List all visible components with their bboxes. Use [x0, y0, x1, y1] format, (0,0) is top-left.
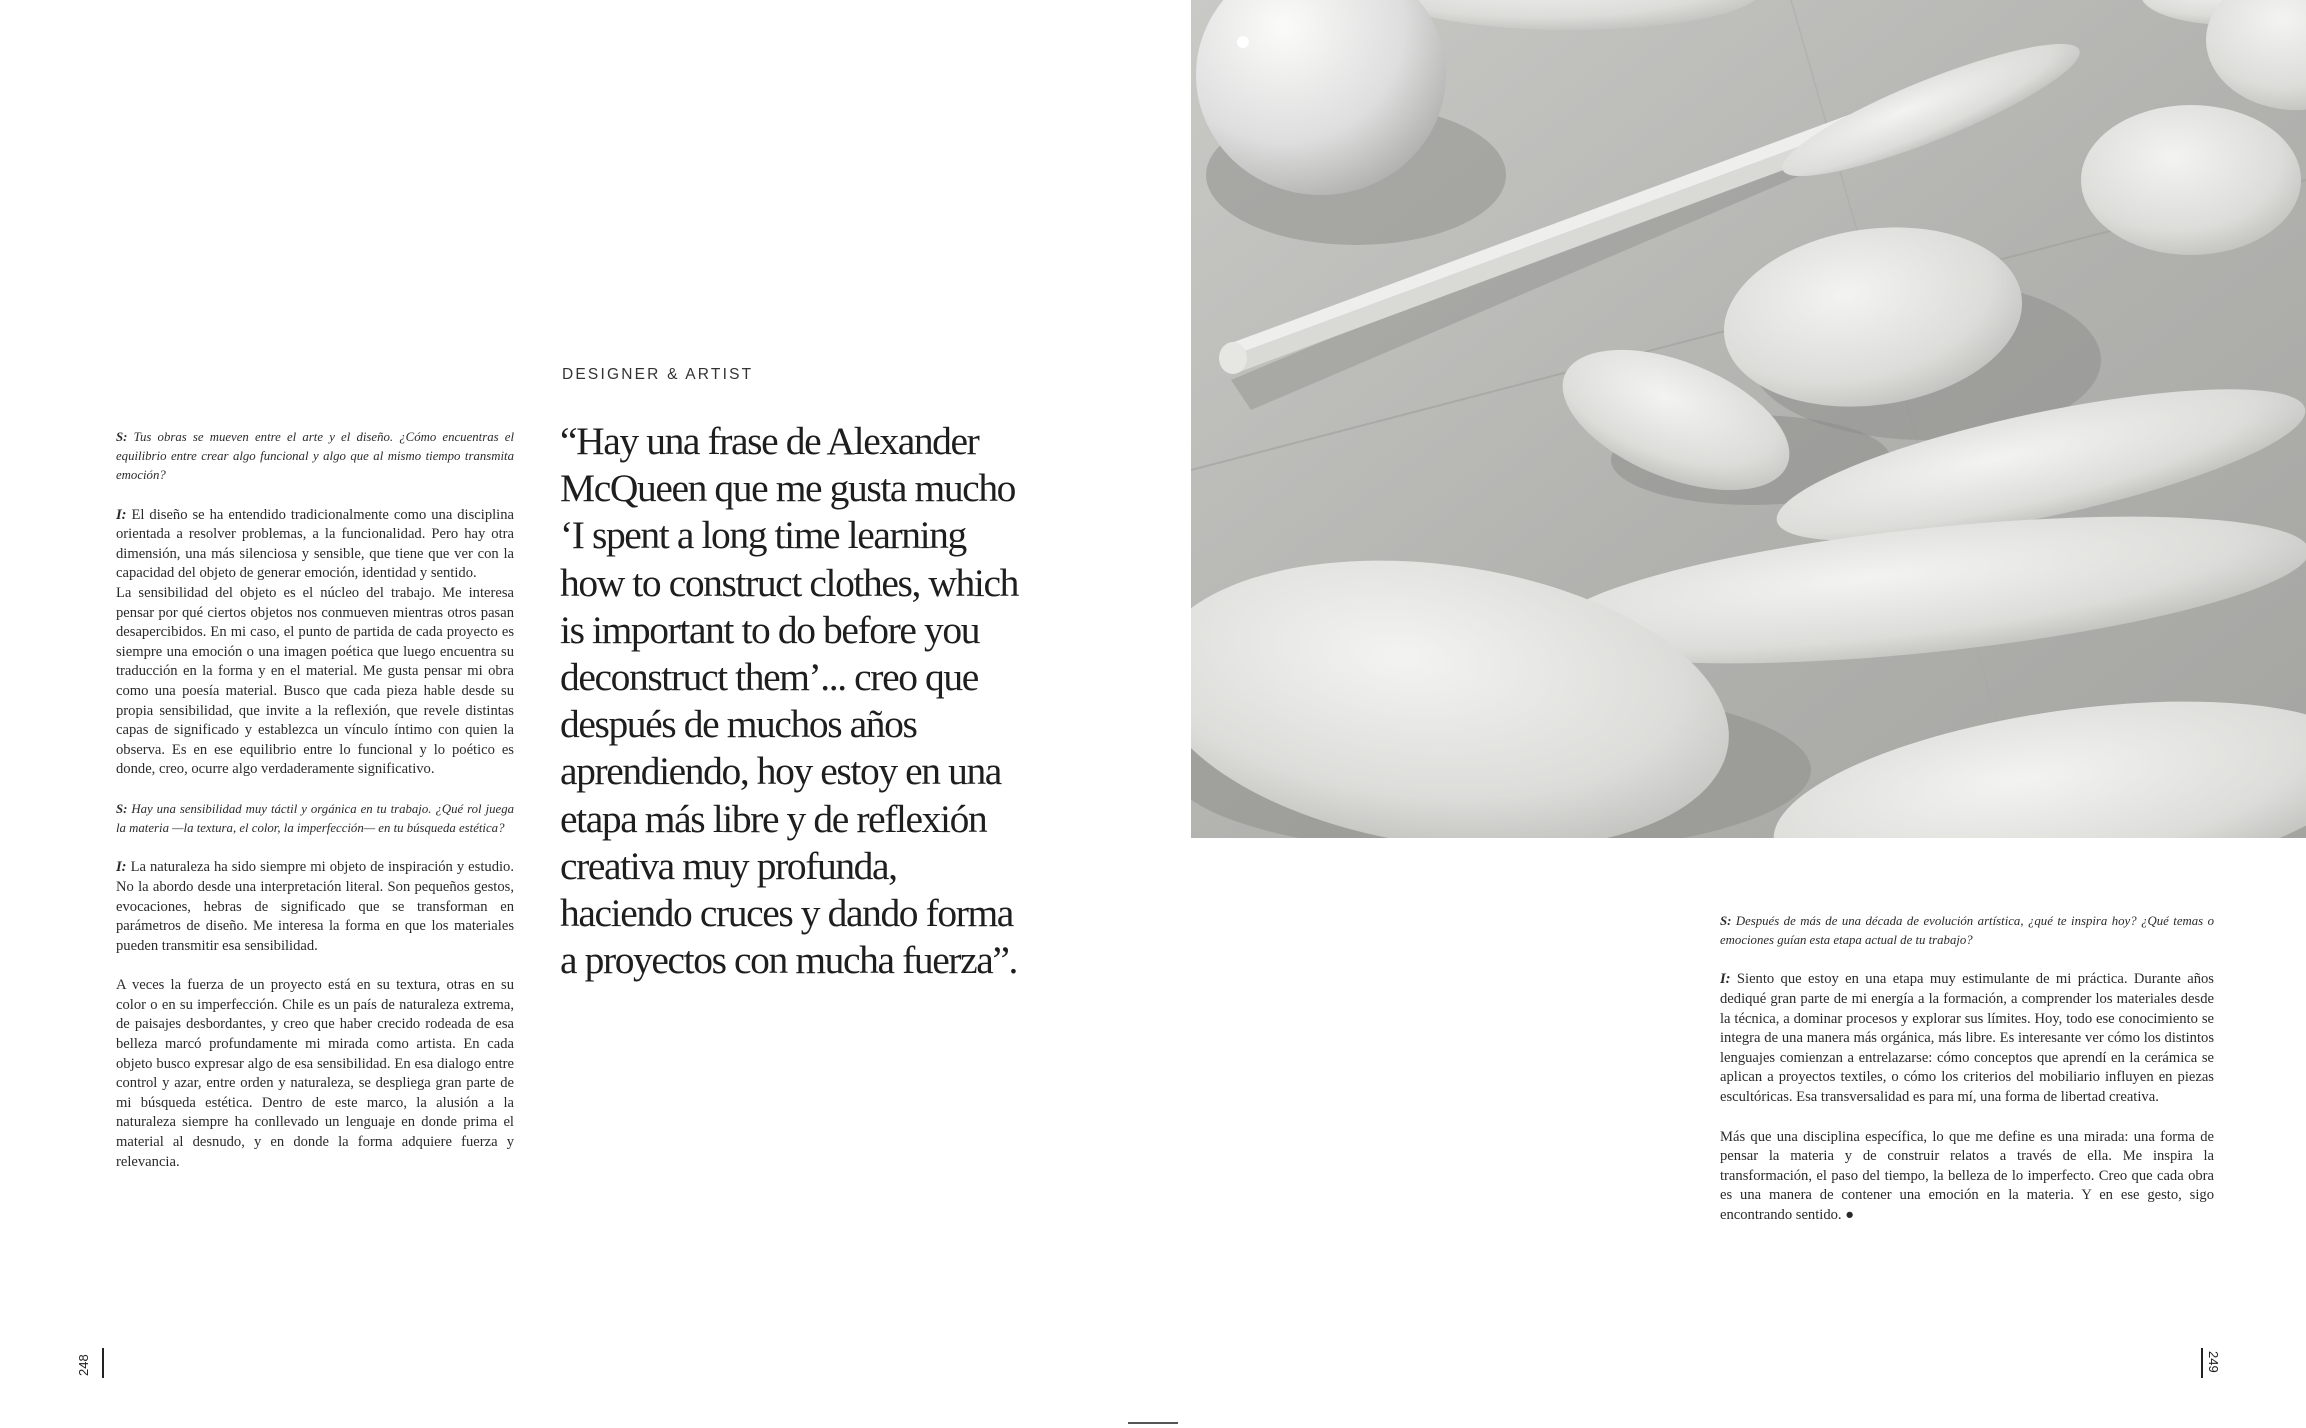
- speaker-label: I:: [1720, 971, 1731, 988]
- answer-text: Más que una disciplina específica, lo que me define es una mirada: una forma de pensar la materia y de construir relatos a través de ella. Me inspira la transformación, el paso del tiempo, la belleza de lo imperfecto. Creo que cada obra es una manera de contener una emoción en la materia. Y en ese gesto, sigo encontrando sentido.: [1720, 1128, 2214, 1223]
- question-2: [116, 800, 514, 838]
- speaker-label: S:: [116, 430, 128, 444]
- ceramic-objects-photo: [1191, 0, 2306, 838]
- page-number-right: [2201, 1348, 2231, 1378]
- speaker-label: S:: [116, 801, 128, 816]
- question-text: Tus obras se mueven entre el arte y el diseño. ¿Cómo encuentras el equilibrio entre crear algo funcional y algo que al mismo tiempo transmita emoción?: [116, 430, 514, 483]
- answer-3: [1720, 970, 2214, 1107]
- answer-text: El diseño se ha entendido tradicionalmente como una disciplina orientada a resolver problemas, a la funcionalidad. Pero hay otra dimensión, una más silenciosa y sensible, que tiene que ver con la capacidad del objeto de generar emoción, identidad y sentido.: [116, 506, 514, 582]
- question-text: Hay una sensibilidad muy táctil y orgánica en tu trabajo. ¿Qué rol juega la materia —la textura, el color, la imperfección— en tu búsqueda estética?: [116, 801, 514, 836]
- page-number-text: 249: [2206, 1351, 2221, 1373]
- speaker-label: I:: [116, 506, 127, 523]
- question-3: [1720, 912, 2214, 950]
- page-number-text: 248: [76, 1354, 91, 1376]
- answer-2-continued: A veces la fuerza de un proyecto está en su textura, otras en su color o en su imperfección. Chile es un país de naturaleza extrema, de paisajes desbordantes, y creo que haber crecido rodeada de esa belleza marcó profundamente mi mirada como artista. En cada objeto busco expresar algo de esa sensibilidad. En esa dialogo entre control y azar, entre orden y naturaleza, se despliega gran parte de mi búsqueda estética. Dentro de este marco, la alusión a la naturaleza siempre ha conllevado un lenguaje en donde prima el material al desnudo, y en donde la forma adquiere fuerza y relevancia.: [116, 977, 514, 1170]
- spine-divider: [1128, 1422, 1178, 1424]
- folio-rule: [102, 1348, 104, 1378]
- section-kicker: DESIGNER & ARTIST: [562, 366, 754, 383]
- answer-2: [116, 858, 514, 956]
- end-mark-icon: ●: [1841, 1206, 1855, 1223]
- answer-text: Siento que estoy en una etapa muy estimulante de mi práctica. Durante años dediqué gran parte de mi energía a la formación, a comprender los materiales desde la técnica, a dominar procesos y explorar sus límites. Hoy, todo ese conocimiento se integra de una manera más orgánica, más libre. Es interesante ver cómo los distintos lenguajes comienzan a entrelazarse: cómo conceptos que aprendí en la cerámica se aplican a proyectos textiles, o cómo los criterios del mobiliario influyen en piezas escultóricas. Esa transversalidad es para mí, una forma de libertad creativa.: [1720, 971, 2214, 1105]
- answer-3-continued: [1720, 1128, 2214, 1226]
- question-1: [116, 428, 514, 486]
- answer-1-continued: La sensibilidad del objeto es el núcleo del trabajo. Me interesa pensar por qué ciertos objetos nos conmueven mientras otros pasan desapercibidos. En mi caso, el punto de partida de cada proyecto es siempre una emoción o una imagen poética que luego encuentra su traducción en la forma y en el material. Me gusta pensar mi obra como una poesía material. Busco que cada pieza hable desde su propia sensibilidad, que invite a la reflexión, que revele distintas capas de significado y establezca un vínculo íntimo con quien la observa. Es en ese equilibrio entre lo funcional y lo poético es donde, creo, ocurre algo verdaderamente significativo.: [116, 584, 514, 778]
- left-column: [116, 428, 514, 1172]
- answer-text: La naturaleza ha sido siempre mi objeto de inspiración y estudio. No la abordo desde una interpretación literal. Son pequeños gestos, evocaciones, hebras de significado que se transforman en parámetros de diseño. Me interesa la forma en que los materiales pueden transmitir esa sensibilidad.: [116, 859, 514, 954]
- page-number-left: [74, 1348, 104, 1378]
- answer-1: [116, 506, 514, 584]
- photo-illustration: [1191, 0, 2306, 838]
- speaker-label: I:: [116, 859, 127, 876]
- speaker-label: S:: [1720, 914, 1732, 928]
- right-column: [1720, 912, 2214, 1226]
- folio-rule: [2201, 1348, 2203, 1378]
- question-text: Después de más de una década de evolución artística, ¿qué te inspira hoy? ¿Qué temas o emociones guían esta etapa actual de tu trabajo?: [1720, 914, 2214, 948]
- pull-quote: “Hay una frase de Alexander McQueen que me gusta mucho ‘I spent a long time learning how to construct clothes, which is important to do before you deconstruct them’... creo que después de muchos años aprendiendo, hoy estoy en una etapa más libre y de reflexión creativa muy profunda, haciendo cruces y dando forma a proyectos con mucha fuerza”.: [560, 419, 1018, 983]
